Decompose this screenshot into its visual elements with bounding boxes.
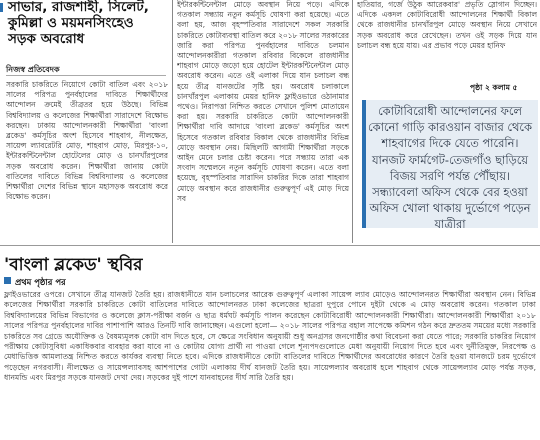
headline-line-3: সড়ক অবরোধ — [8, 31, 85, 47]
top-middle-body: ইন্টারকন্টিনেন্টাল মোড়ে অবস্থান নিয়ে পড়ে। এদিকে গতকাল সন্ধ্যায় নতুন কর্মসূচি ঘোষণা করা হয়েছে। এতে বলা হয়, আজ বৃহস্পতিবার সারাদেশে সকল সরকারি চাকরিতে কোটাব্যবস্থা বাতিল করে ২০১৮ সালের সরকারের জারি করা পরিপত্র পুনর্বহালের দাবিতে চলমান আন্দোলনকারীরা গতকাল রবিবার বিকেলে রাজধানীর শাহবাগ মোড়ে জড়ো হয়ে হোটেল ইন্টারকন্টিনেন্টাল মোড় অবরোধ করেন। এতে ওই এলাকা দিয়ে যান চলাচল বন্ধ হয়ে তীব্র যানজটের সৃষ্টি হয়। অবরোধ চলাকালে চানখাঁরপুল এলাকায় মেয়র হানিফ ফ্লাইওভারে ওঠানামার পথেও। নিরাপত্তা নিশ্চিত করতে সেখানে পুলিশ মোতায়েন করা হয়। সরকারি চাকরিতে কোটা আন্দোলনকারী শিক্ষার্থীরা দাবি আদায়ে 'বাংলা ব্লকেড' কর্মসূচির অংশ হিসেবে গতকাল রবিবার বিকাল থেকে রাজধানীর বিভিন্ন মোড়ে অবস্থান নেয়। মিছিলটি আগামী শিক্ষার্থীরা সড়কে আইন মেনে চলার চেষ্টা করেন। পরে সন্ধ্যায় তারা এক সংবাদ সম্মেলনে নতুন কর্মসূচি ঘোষণা করেন। এতে বলা হয়েছে, বৃহস্পতিবার সারাদিন চাকরির দিকে তারা শাহবাগ মোড়ে অবস্থান করে রাজধানীর গুরুত্বপূর্ণ এই মোড় দিয়ে সব — [177, 0, 349, 203]
headline-line-2: কুমিল্লা ও ময়মনসিংহেও — [8, 15, 134, 31]
pull-quote-accent — [362, 100, 366, 228]
subhead-text: প্রথম পৃষ্ঠার পর — [15, 277, 66, 287]
top-left-headline — [8, 0, 168, 47]
top-left-body: সরকারি চাকরিতে নিয়োগে কোটা বাতিল এবং ২০১৮ সালের পরিপত্র পুনর্বহালের দাবিতে শিক্ষার্থীদের আন্দোলন ক্রমেই তীব্রতর হয়ে উঠছে। বিভিন্ন বিশ্ববিদ্যালয় ও কলেজের শিক্ষার্থীরা সারাদেশে বিক্ষোভ করছেন। ঢাকায় আন্দোলনকারী শিক্ষার্থীরা 'বাংলা ব্লকেড' কর্মসূচির অংশ হিসেবে শাহবাগ, নীলক্ষেত, সায়েন্স ল্যাবরেটরি মোড়, শাহবাগ মোড়, মিরপুর-১০, ইন্টারকন্টিনেন্টাল হোটেলের মোড় ও চানখাঁরপুলের সড়ক অবরোধ করেন। শিক্ষার্থীরা জানায় কোটা বাতিলের দাবিতে বিভিন্ন বিশ্ববিদ্যালয় ও কলেজের শিক্ষার্থীরা দেশের বিভিন্ন স্থানে মহাসড়ক অবরোধ করে বিক্ষোভ করেন। — [6, 80, 168, 202]
pull-quote-text: কোটাবিরোধী আন্দোলনের ফলে কোনো গাড়ি কারওয়ান বাজার থেকে শাহবাগের দিকে যেতে পারেনি। যানজট ফার্মগেট-তেজগাঁও ছাড়িয়ে বিজয় সরণি পর্যন্ত পৌঁছায়। সন্ধ্যাবেলা অফিস থেকে বের হওয়া অফিস খোলা থাকায় দুর্ভোগে পড়েন যাত্রীরা — [368, 104, 532, 232]
bottom-headline: 'বাংলা ব্লকেড' স্থবির — [4, 255, 143, 275]
section-divider — [0, 245, 540, 246]
byline: নিজস্ব প্রতিবেদক — [6, 65, 60, 74]
column-divider-2 — [352, 0, 353, 243]
byline-divider — [6, 75, 166, 76]
continued-label: পৃষ্ঠা ২ কলাম ৫ — [470, 83, 518, 92]
column-divider-1 — [172, 0, 173, 243]
bottom-body: ফ্লাইওভারের ওপরে। সেখানে তীব্র যানজট তৈরি হয়। রাজধানীতে যান চলাচলের আরেক গুরুত্বপূর্ণ এলাকা সায়েন্স ল্যাব মোড়েও আন্দোলনরত শিক্ষার্থীরা অবস্থান নেন। বিভিন্ন কলেজের শিক্ষার্থীরা সরকারি চাকরিতে কোটা বাতিলের দাবিতে আন্দোলনরত ঢাকা কলেজের ছাত্ররা দুপুরে পোনে দুইটা থেকে এ মোড় অবরোধ করেন। গতকাল ঢাকা বিশ্ববিদ্যালয়ের বিভিন্ন বিভাগের ও কলেজে ক্লাস-পরীক্ষা বর্জন ও ছাত্র ধর্মঘট কর্মসূচি পালন করেছেন কোটাবিরোধী আন্দোলনকারী শিক্ষার্থীরা। আন্দোলনকারী শিক্ষার্থীরা ২০১৮ সালের পরিপত্র পুনর্বহালের দাবির পাশাপাশি আরও তিনটি দাবি জানাচ্ছেন। এগুলো হলো— ২০১৮ সালের পরিপত্র বহাল সাপেক্ষে কমিশন গঠন করে দ্রুততম সময়ের মধ্যে সরকারি চাকরিতে সব গ্রেডে অযৌক্তিক ও বৈষম্যমূলক কোটা বাদ দিতে হবে, সে ক্ষেত্রে সংবিধান অনুযায়ী শুধু অনগ্রসর জনগোষ্ঠীর কথা বিবেচনা করা যেতে পারে; সরকারি চাকরির নিয়োগ পরীক্ষায় কোটাসুবিধা একাধিকবার ব্যবহার করা যাবে না ও কোটায় যোগ্য প্রার্থী না পাওয়া গেলে শূন্যপদগুলোতে মেধা অনুযায়ী নিয়োগ দিতে হবে এবং দুর্নীতিমুক্ত, নিরপেক্ষ ও মেধাভিত্তিক আমলাতন্ত্র নিশ্চিত করতে কার্যকর ব্যবস্থা নিতে হবে। এদিকে রাজধানীতে কোটা বাতিলের দাবিতে শিক্ষার্থীদের অবরোধের কারণে তৈরি হওয়া যানজটে চরম দুর্ভোগে পড়েছেন নগরবাসী। নীলক্ষেত ও সায়েন্সল্যাবসহ আশপাশের গোটা এলাকায় দীর্ঘ যানজট তৈরি হয়। সায়েন্সল্যাব অবরোধ হলে শাহবাগ থেকে সায়েন্সল্যাব মোড় পর্যন্ত সড়ক, ধানমন্ডি এবং মিরপুর সড়কে যানজট দেখা দেয়। সড়কের দুই পাশে যানবাহনের দীর্ঘ সারি তৈরি হয়। — [4, 290, 536, 383]
square-bullet-icon — [4, 277, 11, 284]
headline-line-1: সাভার, রাজশাহী, সিলেট, — [8, 0, 149, 15]
top-right-body: হাতিয়ার, গর্জে উঠুক আরেকবার' প্রভৃতি স্লোগান দিচ্ছেন। এদিকে একদল কোটাবিরোধী আন্দোলনের শিক্ষার্থী বিকাল থেকে রাজধানীর চানখাঁরপুল মোড়ে অবস্থান নিয়ে সেখানে সড়ক অবরোধ করে রেখেছেন। তখন ওই সড়ক দিয়ে যান চলাচল বন্ধ হয়ে যায়। এর প্রভাব পড়ে মেয়র হানিফ — [357, 0, 537, 50]
headline-marker — [0, 3, 3, 12]
top-left-article — [0, 0, 170, 243]
pull-quote — [362, 100, 538, 232]
bottom-subhead — [4, 276, 66, 290]
